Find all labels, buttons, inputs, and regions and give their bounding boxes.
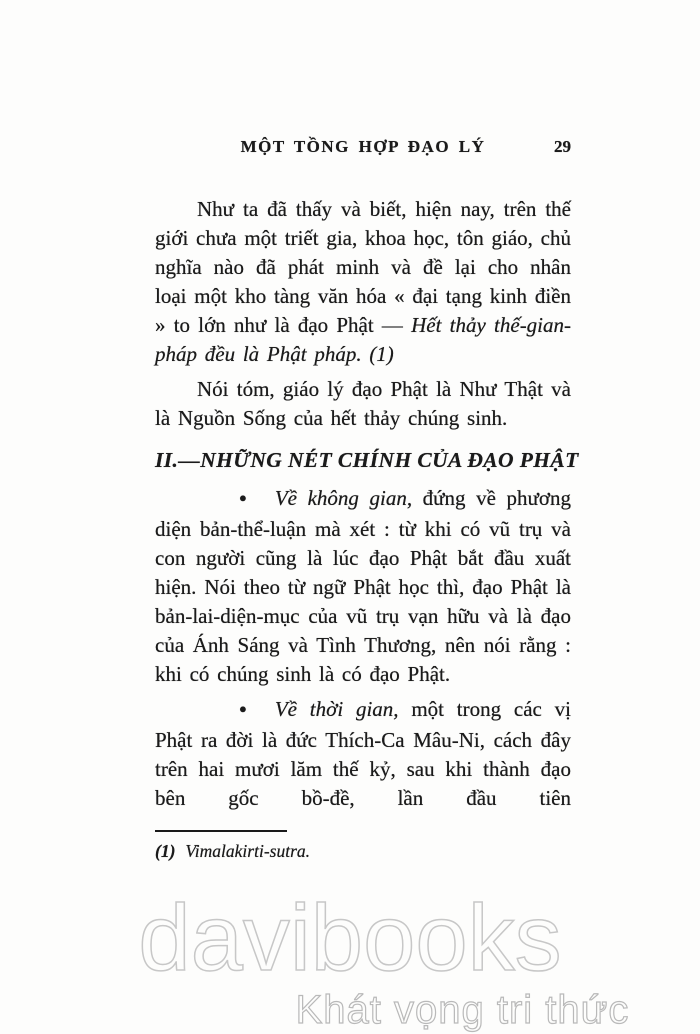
bullet1-text: đứng về phương diện bản-thể-luận mà xét : từ khi có vũ trụ và con người cũng là lúc đạo Phật bắt đầu xuất hiện. Nói theo từ ngữ Phật học thì, đạo Phật là bản-lai-diện-mục của vũ trụ vạn hữu và là đạo của Ánh Sáng và Tình Thương, nên nói rằng : khi có chúng sinh là có đạo Phật. xyxy=(155,486,571,686)
paragraph-intro xyxy=(155,195,571,369)
bullet-icon: ● xyxy=(239,701,247,716)
paragraph-intro-italic: Hết thảy thế-gian-pháp đều là Phật pháp. (1) xyxy=(155,313,572,366)
bullet-icon: ● xyxy=(239,490,247,505)
watermark-brand: davibooks xyxy=(138,885,562,990)
paragraph-intro-normal: Như ta đã thấy và biết, hiện nay, trên thế giới chưa một triết gia, khoa học, tôn giáo, chủ nghĩa nào đã phát minh và đề lại cho nhân loại một kho tàng văn hóa « đại tạng kinh điền » to lớn như là đạo Phật — xyxy=(155,197,571,337)
bullet-paragraph-space xyxy=(155,484,571,689)
section-heading: II.—NHỮNG NÉT CHÍNH CỦA ĐẠO PHẬT xyxy=(155,448,579,472)
footnote-divider xyxy=(155,830,287,832)
text-block xyxy=(155,137,579,863)
footnote xyxy=(155,839,571,863)
page-number: 29 xyxy=(554,137,571,156)
paragraph-summary: Nói tóm, giáo lý đạo Phật là Như Thật và là Nguồn Sống của hết thảy chúng sinh. xyxy=(155,377,571,430)
footnote-text: Vimalakirti-sutra. xyxy=(185,841,311,861)
bullet1-lead: Về không gian, xyxy=(274,486,413,510)
page-header xyxy=(155,137,571,159)
bullet-paragraph-time xyxy=(155,695,571,813)
running-title: MỘT TỒNG HỢP ĐẠO LÝ xyxy=(240,137,486,156)
watermark-tagline: Khát vọng tri thức xyxy=(295,988,630,1032)
bullet2-lead: Về thời gian, xyxy=(274,697,399,721)
bullet2-text: một trong các vị Phật ra đời là đức Thích-Ca Mâu-Ni, cách đây trên hai mươi lăm thế kỷ, sau khi thành đạo bên gốc bồ-đề, lần đầu tiên xyxy=(155,697,571,810)
footnote-marker: (1) xyxy=(155,841,176,861)
